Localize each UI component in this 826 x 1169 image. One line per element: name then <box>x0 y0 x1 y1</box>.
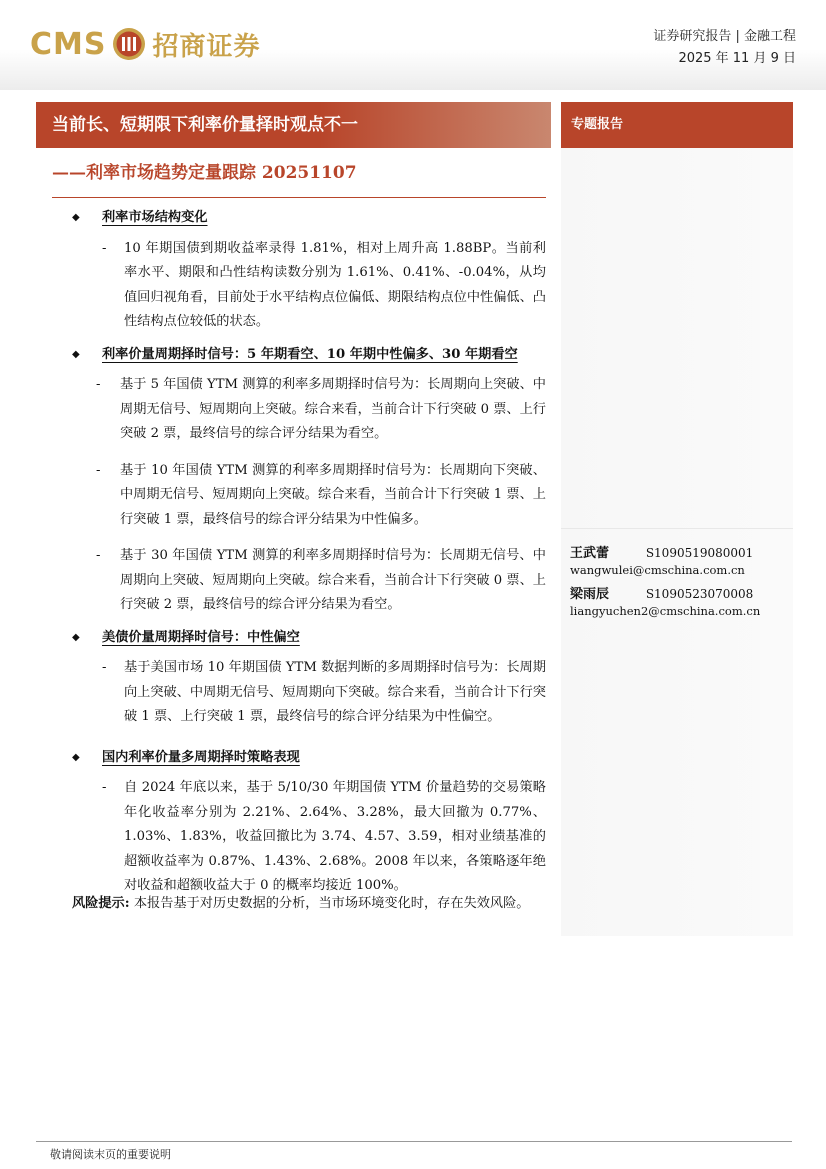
logo-cms-text: CMS <box>30 26 107 62</box>
report-meta <box>653 26 796 70</box>
title-divider <box>52 197 546 198</box>
section-heading: ◆ 利率价量周期择时信号：5 年期看空、10 年期中性偏多、30 年期看空 <box>72 343 546 368</box>
bullet-paragraph: - 基于 10 年国债 YTM 测算的利率多周期择时信号为：长周期向下突破、中周期无信号、短周期向上突破。综合来看，当前合计下行突破 1 票、上行突破 1 票，最终信号的综合评分结果为中性偏多。 <box>72 459 546 533</box>
summary-content <box>72 206 546 899</box>
report-type-tag: 专题报告 <box>561 102 793 148</box>
company-logo <box>30 24 261 64</box>
diamond-bullet-icon: ◆ <box>72 348 80 360</box>
dash-bullet-icon: - <box>96 548 101 563</box>
analyst-card <box>570 583 760 618</box>
dash-bullet-icon: - <box>96 462 101 478</box>
diamond-bullet-icon: ◆ <box>72 212 80 223</box>
logo-emblem-icon <box>112 27 146 61</box>
bullet-paragraph: - 自 2024 年底以来，基于 5/10/30 年期国债 YTM 价量趋势的交易策略年化收益率分别为 2.21%、2.64%、3.28%，最大回撤为 0.77%、1.03%、1.83%，收益回撤比为 3.74、4.57、3.59，相对业绩基准的超额收益率为 0.87%、1.43%、2.68%。2008 年以来，各策略逐年绝对收益和超额收益大于 0 的概率均接近 100%。 <box>72 776 546 899</box>
risk-text: 本报告基于对历史数据的分析，当市场环境变化时，存在失效风险。 <box>129 896 530 911</box>
footer-note: 敬请阅读末页的重要说明 <box>50 1148 171 1161</box>
section-heading: ◆ 美债价量周期择时信号：中性偏空 <box>72 626 546 651</box>
risk-label: 风险提示: <box>72 896 130 911</box>
analyst-name: 王武蕾 <box>570 546 610 561</box>
analyst-email[interactable]: liangyuchen2@cmschina.com.cn <box>570 604 761 618</box>
logo-cn-text: 招商证券 <box>152 31 261 62</box>
diamond-bullet-icon: ◆ <box>72 631 80 643</box>
diamond-bullet-icon: ◆ <box>72 751 80 763</box>
report-subtitle: ——利率市场趋势定量跟踪 20251107 <box>52 163 357 183</box>
dash-bullet-icon: - <box>102 780 107 795</box>
footer-divider <box>36 1141 792 1142</box>
bullet-paragraph: - 10 年期国债到期收益率录得 1.81%，相对上周升高 1.88BP。当前利率水平、期限和凸性结构读数分别为 1.61%、0.41%、-0.04%，从均值回归视角看，目前处于水平结构点位偏低、期限结构点位中性偏低、凸性结构点位较低的状态。 <box>72 237 546 335</box>
analyst-card <box>570 542 753 577</box>
dash-bullet-icon: - <box>96 377 101 392</box>
analyst-name: 梁雨辰 <box>570 587 610 602</box>
bullet-paragraph: - 基于 30 年国债 YTM 测算的利率多周期择时信号为：长周期无信号、中周期向上突破、短周期向上突破。综合来看，当前合计下行突破 0 票、上行突破 2 票，最终信号的综合评分结果为看空。 <box>72 544 546 618</box>
report-category: 证券研究报告 | 金融工程 <box>653 29 796 44</box>
dash-bullet-icon: - <box>102 660 107 675</box>
analyst-email[interactable]: wangwulei@cmschina.com.cn <box>570 563 745 577</box>
analyst-license: S1090519080001 <box>645 546 754 560</box>
report-date: 2025 年 11 月 9 日 <box>678 51 796 66</box>
section-heading: ◆ 利率市场结构变化 <box>72 206 546 231</box>
dash-bullet-icon: - <box>102 240 107 256</box>
bullet-paragraph: - 基于 5 年国债 YTM 测算的利率多周期择时信号为：长周期向上突破、中周期无信号、短周期向上突破。综合来看，当前合计下行突破 0 票、上行突破 2 票，最终信号的综合评分结果为看空。 <box>72 373 546 447</box>
section-heading: ◆ 国内利率价量多周期择时策略表现 <box>72 746 546 771</box>
report-title: 当前长、短期限下利率价量择时观点不一 <box>36 102 551 148</box>
analyst-license: S1090523070008 <box>645 587 754 601</box>
bullet-paragraph: - 基于美国市场 10 年期国债 YTM 数据判断的多周期择时信号为：长周期向上突破、中周期无信号、短周期向下突破。综合来看，当前合计下行突破 1 票、上行突破 1 票，最终信号的综合评分结果为中性偏空。 <box>72 656 546 730</box>
risk-warning <box>72 892 546 917</box>
side-divider <box>561 528 793 529</box>
